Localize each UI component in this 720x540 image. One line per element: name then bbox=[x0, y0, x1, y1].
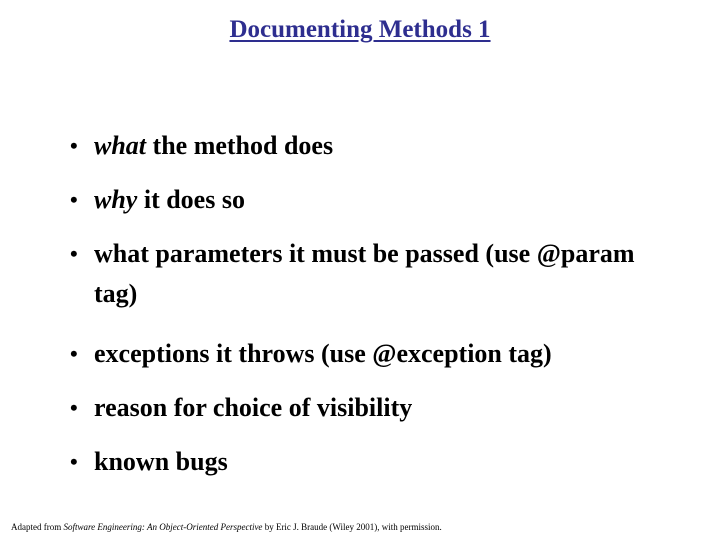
bullet-rest: it does so bbox=[137, 185, 245, 214]
bullet-text: known bugs bbox=[94, 447, 228, 476]
bullet-text: exceptions it throws (use @exception tag) bbox=[94, 339, 552, 368]
bullet-text: reason for choice of visibility bbox=[94, 393, 413, 422]
bullet-icon: • bbox=[70, 341, 78, 366]
attribution-footer bbox=[11, 522, 442, 532]
bullet-text bbox=[94, 180, 670, 220]
bullet-emphasis: why bbox=[94, 185, 138, 214]
bullet-icon: • bbox=[70, 449, 78, 474]
bullet-emphasis: what bbox=[94, 131, 147, 160]
bullet-item-bugs bbox=[70, 442, 670, 482]
slide-title: Documenting Methods 1 bbox=[229, 16, 491, 43]
bullet-text bbox=[94, 126, 670, 166]
footer-book-title: Software Engineering: An Object-Oriented Perspective bbox=[63, 522, 263, 532]
bullet-item-exceptions bbox=[70, 334, 670, 374]
bullet-icon: • bbox=[70, 187, 78, 212]
bullet-item-why bbox=[70, 180, 670, 220]
bullet-icon: • bbox=[70, 395, 78, 420]
footer-suffix: by Eric J. Braude (Wiley 2001), with permission. bbox=[262, 522, 442, 532]
footer-prefix: Adapted from bbox=[11, 522, 64, 532]
bullet-item-parameters bbox=[70, 234, 670, 314]
bullet-item-what bbox=[70, 126, 670, 166]
bullet-icon: • bbox=[70, 133, 78, 158]
bullet-icon: • bbox=[70, 241, 78, 266]
bullet-text: what parameters it must be passed (use @param tag) bbox=[94, 239, 635, 308]
bullet-item-visibility bbox=[70, 388, 670, 428]
bullet-rest: the method does bbox=[146, 131, 334, 160]
